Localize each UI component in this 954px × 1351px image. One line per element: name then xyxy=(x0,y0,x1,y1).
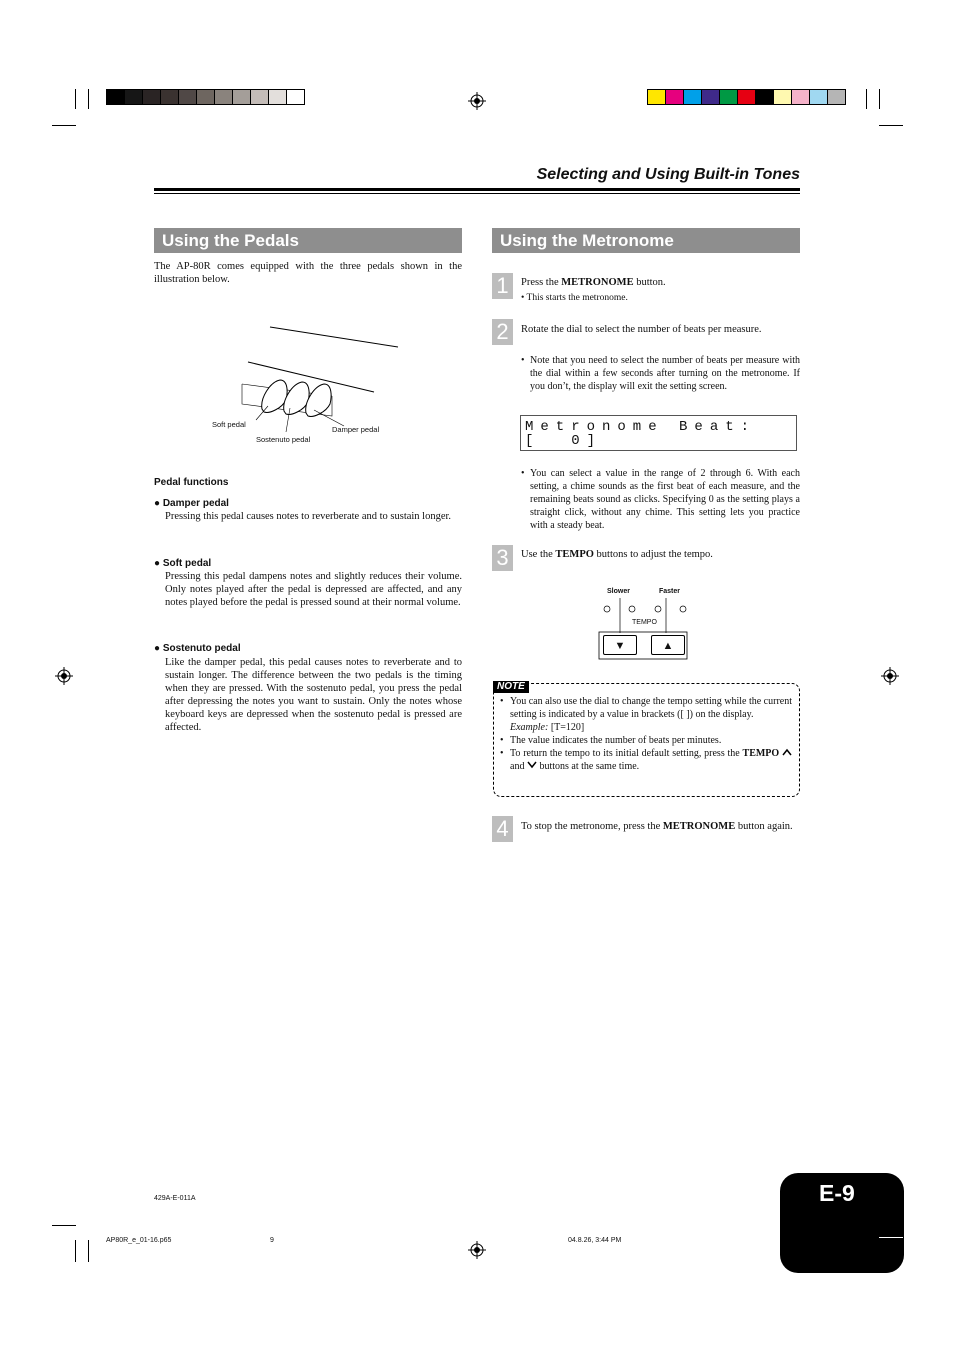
step-number: 3 xyxy=(492,545,513,571)
note-bullet-3: • To return the tempo to its initial default setting, press the TEMPO and buttons at the same time. xyxy=(500,747,792,773)
page-number: E-9 xyxy=(819,1180,855,1206)
color-swatch xyxy=(124,89,143,105)
faster-label: Faster xyxy=(659,588,681,595)
chevron-down-icon xyxy=(527,761,537,769)
pedal-functions-heading: Pedal functions xyxy=(154,477,229,488)
lcd-line-2: [ 0] xyxy=(525,433,603,449)
color-swatch xyxy=(665,89,684,105)
crop-mark xyxy=(88,89,89,109)
step-2-bullet: • Note that you need to select the number of beats per measure with the dial within a few seconds after turning on the metronome. If you don’t, the display will exit the setting screen. xyxy=(521,355,800,392)
color-swatch xyxy=(106,89,125,105)
crop-mark xyxy=(52,1225,76,1226)
crop-mark xyxy=(75,89,76,109)
note-bullet-2: • The value indicates the number of beats per minutes. xyxy=(500,735,722,746)
step-1-text: Press the METRONOME button. xyxy=(521,277,666,288)
crop-mark xyxy=(88,1240,89,1262)
sostenuto-pedal-label: Sostenuto pedal xyxy=(256,435,311,444)
slower-label: Slower xyxy=(607,588,630,595)
note-bullet-1: • You can also use the dial to change the tempo setting while the current setting is indicated by a value in brackets ([ ]) on the display. Example: [T=120] xyxy=(500,696,792,733)
color-swatch xyxy=(142,89,161,105)
color-swatch xyxy=(773,89,792,105)
soft-pedal-label: Soft pedal xyxy=(212,420,246,429)
pedals-illustration xyxy=(200,320,440,450)
crop-mark xyxy=(879,89,880,109)
footer-filename: AP80R_e_01-16.p65 xyxy=(106,1237,172,1244)
step-2-bullet-2: • You can select a value in the range of 2 through 6. With each setting, a chime sounds as the first beat of each measure, and the remaining beats sound as clicks. Specifying 0 as the setting plays a straight click, without any chime. This setting lets you practice with a steady beat. xyxy=(521,468,800,531)
color-swatch xyxy=(647,89,666,105)
pedals-intro: The AP-80R comes equipped with the three pedals shown in the illustration below. xyxy=(154,261,462,285)
step-number: 2 xyxy=(492,319,513,345)
section-heading-metronome: Using the Metronome xyxy=(492,228,800,253)
crop-mark xyxy=(879,1237,903,1238)
registration-mark-icon xyxy=(55,667,73,685)
color-swatch xyxy=(250,89,269,105)
color-swatch xyxy=(160,89,179,105)
registration-mark-icon xyxy=(468,92,486,110)
header-rule xyxy=(154,188,800,191)
damper-pedal-label: Damper pedal xyxy=(332,425,380,434)
tempo-up-button[interactable]: ▲ xyxy=(651,635,685,655)
registration-mark-icon xyxy=(881,667,899,685)
color-swatch xyxy=(178,89,197,105)
step-number: 4 xyxy=(492,816,513,842)
step-3-text: Use the TEMPO buttons to adjust the tempo. xyxy=(521,549,713,560)
step-1-bullet: • This starts the metronome. xyxy=(521,293,628,303)
note-content xyxy=(500,695,792,773)
footer-page: 9 xyxy=(270,1237,274,1244)
color-swatch xyxy=(232,89,251,105)
color-swatch xyxy=(827,89,846,105)
color-swatch xyxy=(719,89,738,105)
running-header-title: Selecting and Using Built-in Tones xyxy=(536,166,800,183)
lcd-display xyxy=(520,415,797,451)
tempo-down-button[interactable]: ▼ xyxy=(603,635,637,655)
crop-mark xyxy=(866,89,867,109)
footer-date: 04.8.26, 3:44 PM xyxy=(568,1237,622,1244)
soft-pedal-title: ● Soft pedal xyxy=(154,558,212,569)
color-swatch xyxy=(791,89,810,105)
chevron-up-icon xyxy=(782,748,792,756)
color-swatch xyxy=(683,89,702,105)
color-swatch xyxy=(214,89,233,105)
color-swatch xyxy=(809,89,828,105)
color-swatch xyxy=(737,89,756,105)
color-swatch xyxy=(286,89,305,105)
crop-mark xyxy=(52,125,76,126)
section-heading-pedals: Using the Pedals xyxy=(154,228,462,253)
color-swatch xyxy=(268,89,287,105)
note-tag: NOTE xyxy=(493,681,529,693)
header-rule-thin xyxy=(154,193,800,194)
sostenuto-pedal-text: Like the damper pedal, this pedal causes notes to reverberate and to sustain longer. The difference between the two pedals is the timing when they are pressed. With the sostenuto pedal, you press the pedal after depressing the notes you want to sustain. Only the notes whose keyboard keys are depressed when the sostenuto pedal is pressed are affected. xyxy=(165,657,462,733)
soft-pedal-text: Pressing this pedal dampens notes and slightly reduces their volume. Only notes played after the pedal is depressed are affected, and any notes played before the pedal is pressed sound at their normal volume. xyxy=(165,571,462,608)
lcd-line-1: Metronome Beat: xyxy=(525,419,757,435)
step-number: 1 xyxy=(492,273,513,299)
color-swatch xyxy=(196,89,215,105)
crop-mark xyxy=(75,1240,76,1262)
color-swatch xyxy=(755,89,774,105)
step-4-text: To stop the metronome, press the METRONOME button again. xyxy=(521,821,793,832)
step-2-text: Rotate the dial to select the number of beats per measure. xyxy=(521,324,762,335)
sostenuto-pedal-title: ● Sostenuto pedal xyxy=(154,643,241,654)
damper-pedal-title: ● Damper pedal xyxy=(154,498,229,509)
registration-mark-icon xyxy=(468,1241,486,1259)
crop-mark xyxy=(879,125,903,126)
document-code: 429A-E-011A xyxy=(154,1195,196,1202)
tempo-label: TEMPO xyxy=(632,619,657,626)
damper-pedal-text: Pressing this pedal causes notes to reverberate and to sustain longer. xyxy=(165,511,452,522)
color-swatch xyxy=(701,89,720,105)
